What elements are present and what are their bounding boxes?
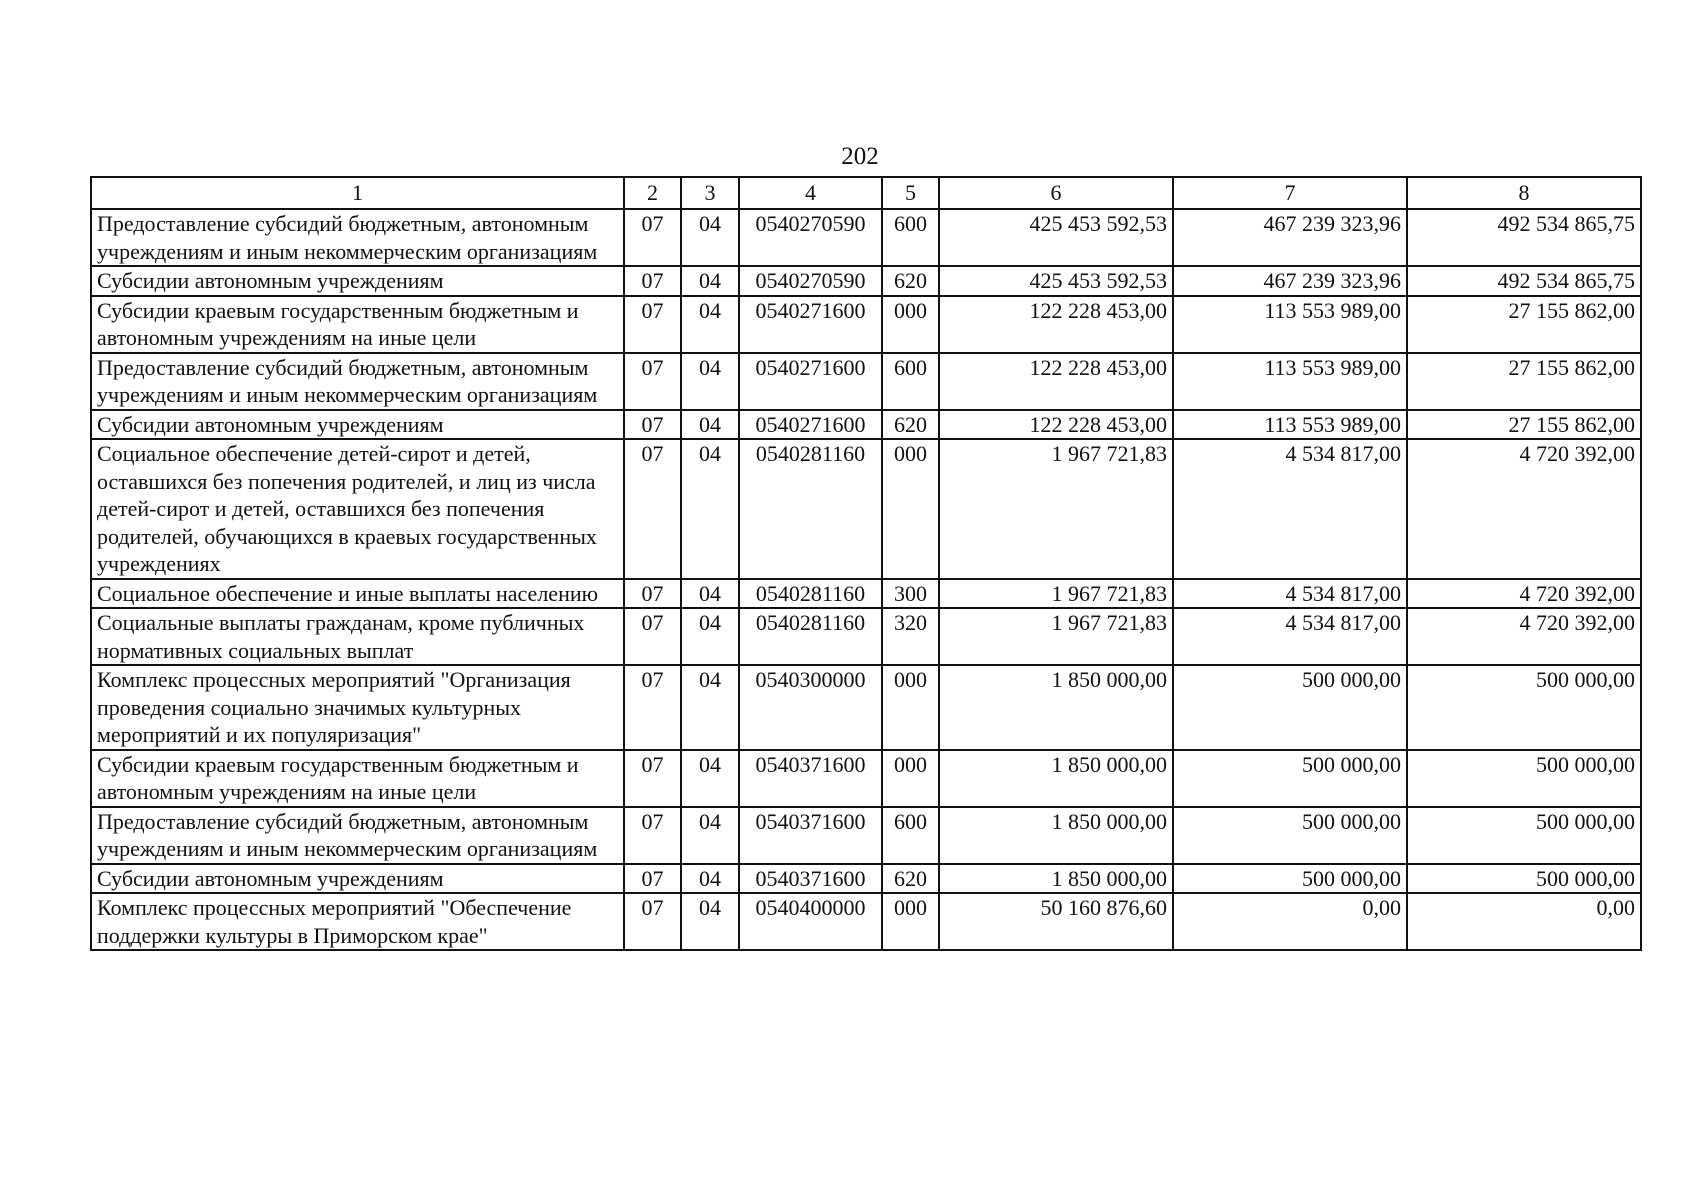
amount-col-6: 425 453 592,53 — [939, 266, 1173, 296]
expense-type-code: 000 — [882, 439, 939, 579]
section-code: 07 — [624, 893, 681, 950]
amount-col-6: 1 850 000,00 — [939, 750, 1173, 807]
target-article-code: 0540400000 — [739, 893, 882, 950]
header-col-8: 8 — [1407, 177, 1641, 209]
amount-col-6: 425 453 592,53 — [939, 209, 1173, 266]
table-row — [91, 353, 1641, 410]
target-article-code: 0540371600 — [739, 750, 882, 807]
table-header — [91, 177, 1641, 209]
section-code: 07 — [624, 209, 681, 266]
section-code: 07 — [624, 608, 681, 665]
table-row — [91, 296, 1641, 353]
row-name: Субсидии краевым государственным бюджетным и автономным учреждениям на иные цели — [91, 750, 624, 807]
subsection-code: 04 — [681, 209, 739, 266]
target-article-code: 0540281160 — [739, 579, 882, 609]
expense-type-code: 600 — [882, 209, 939, 266]
expense-type-code: 000 — [882, 750, 939, 807]
table-row — [91, 864, 1641, 894]
subsection-code: 04 — [681, 893, 739, 950]
row-name: Комплекс процессных мероприятий "Обеспечение поддержки культуры в Приморском крае" — [91, 893, 624, 950]
table-row — [91, 209, 1641, 266]
page-number: 202 — [841, 143, 879, 170]
subsection-code: 04 — [681, 750, 739, 807]
subsection-code: 04 — [681, 439, 739, 579]
budget-table — [90, 176, 1642, 951]
table-row — [91, 893, 1641, 950]
amount-col-7: 113 553 989,00 — [1173, 353, 1407, 410]
amount-col-7: 500 000,00 — [1173, 665, 1407, 750]
table-row — [91, 750, 1641, 807]
subsection-code: 04 — [681, 807, 739, 864]
row-name: Социальное обеспечение детей-сирот и детей, оставшихся без попечения родителей, и лиц из числа детей-сирот и детей, оставшихся без попечения родителей, обучающихся в краевых государственных учреждениях — [91, 439, 624, 579]
target-article-code: 0540271600 — [739, 410, 882, 440]
target-article-code: 0540271600 — [739, 353, 882, 410]
target-article-code: 0540300000 — [739, 665, 882, 750]
amount-col-8: 4 720 392,00 — [1407, 439, 1641, 579]
section-code: 07 — [624, 439, 681, 579]
subsection-code: 04 — [681, 864, 739, 894]
amount-col-7: 4 534 817,00 — [1173, 608, 1407, 665]
section-code: 07 — [624, 665, 681, 750]
section-code: 07 — [624, 579, 681, 609]
subsection-code: 04 — [681, 296, 739, 353]
target-article-code: 0540271600 — [739, 296, 882, 353]
amount-col-7: 113 553 989,00 — [1173, 296, 1407, 353]
amount-col-7: 467 239 323,96 — [1173, 266, 1407, 296]
section-code: 07 — [624, 864, 681, 894]
section-code: 07 — [624, 410, 681, 440]
amount-col-7: 500 000,00 — [1173, 864, 1407, 894]
amount-col-6: 1 967 721,83 — [939, 608, 1173, 665]
subsection-code: 04 — [681, 266, 739, 296]
subsection-code: 04 — [681, 579, 739, 609]
expense-type-code: 600 — [882, 807, 939, 864]
target-article-code: 0540281160 — [739, 608, 882, 665]
section-code: 07 — [624, 750, 681, 807]
amount-col-8: 27 155 862,00 — [1407, 410, 1641, 440]
header-col-5: 5 — [882, 177, 939, 209]
section-code: 07 — [624, 296, 681, 353]
target-article-code: 0540371600 — [739, 807, 882, 864]
amount-col-8: 4 720 392,00 — [1407, 608, 1641, 665]
amount-col-8: 500 000,00 — [1407, 750, 1641, 807]
row-name: Субсидии краевым государственным бюджетным и автономным учреждениям на иные цели — [91, 296, 624, 353]
table-row — [91, 807, 1641, 864]
section-code: 07 — [624, 353, 681, 410]
amount-col-6: 1 850 000,00 — [939, 807, 1173, 864]
subsection-code: 04 — [681, 608, 739, 665]
header-col-3: 3 — [681, 177, 739, 209]
amount-col-8: 27 155 862,00 — [1407, 296, 1641, 353]
amount-col-6: 1 850 000,00 — [939, 665, 1173, 750]
amount-col-8: 500 000,00 — [1407, 864, 1641, 894]
table-row — [91, 579, 1641, 609]
amount-col-7: 113 553 989,00 — [1173, 410, 1407, 440]
row-name: Субсидии автономным учреждениям — [91, 410, 624, 440]
expense-type-code: 320 — [882, 608, 939, 665]
amount-col-7: 467 239 323,96 — [1173, 209, 1407, 266]
table-row — [91, 439, 1641, 579]
header-col-7: 7 — [1173, 177, 1407, 209]
expense-type-code: 000 — [882, 893, 939, 950]
expense-type-code: 620 — [882, 266, 939, 296]
table-row — [91, 665, 1641, 750]
amount-col-7: 4 534 817,00 — [1173, 439, 1407, 579]
header-col-1: 1 — [91, 177, 624, 209]
amount-col-6: 1 967 721,83 — [939, 439, 1173, 579]
target-article-code: 0540270590 — [739, 266, 882, 296]
amount-col-8: 27 155 862,00 — [1407, 353, 1641, 410]
expense-type-code: 620 — [882, 864, 939, 894]
row-name: Предоставление субсидий бюджетным, автономным учреждениям и иным некоммерческим организациям — [91, 353, 624, 410]
row-name: Комплекс процессных мероприятий "Организация проведения социально значимых культурных мероприятий и их популяризация" — [91, 665, 624, 750]
row-name: Предоставление субсидий бюджетным, автономным учреждениям и иным некоммерческим организациям — [91, 807, 624, 864]
header-col-2: 2 — [624, 177, 681, 209]
row-name: Субсидии автономным учреждениям — [91, 266, 624, 296]
header-row — [91, 177, 1641, 209]
target-article-code: 0540371600 — [739, 864, 882, 894]
expense-type-code: 600 — [882, 353, 939, 410]
amount-col-8: 492 534 865,75 — [1407, 266, 1641, 296]
expense-type-code: 300 — [882, 579, 939, 609]
expense-type-code: 000 — [882, 296, 939, 353]
target-article-code: 0540281160 — [739, 439, 882, 579]
amount-col-8: 500 000,00 — [1407, 665, 1641, 750]
amount-col-7: 4 534 817,00 — [1173, 579, 1407, 609]
row-name: Предоставление субсидий бюджетным, автономным учреждениям и иным некоммерческим организациям — [91, 209, 624, 266]
amount-col-7: 500 000,00 — [1173, 750, 1407, 807]
amount-col-7: 0,00 — [1173, 893, 1407, 950]
amount-col-6: 122 228 453,00 — [939, 353, 1173, 410]
section-code: 07 — [624, 266, 681, 296]
amount-col-6: 1 850 000,00 — [939, 864, 1173, 894]
subsection-code: 04 — [681, 410, 739, 440]
header-col-4: 4 — [739, 177, 882, 209]
subsection-code: 04 — [681, 665, 739, 750]
table-row — [91, 608, 1641, 665]
row-name: Социальное обеспечение и иные выплаты населению — [91, 579, 624, 609]
amount-col-8: 0,00 — [1407, 893, 1641, 950]
table-row — [91, 266, 1641, 296]
amount-col-6: 50 160 876,60 — [939, 893, 1173, 950]
row-name: Субсидии автономным учреждениям — [91, 864, 624, 894]
amount-col-6: 122 228 453,00 — [939, 296, 1173, 353]
amount-col-6: 122 228 453,00 — [939, 410, 1173, 440]
amount-col-8: 492 534 865,75 — [1407, 209, 1641, 266]
row-name: Социальные выплаты гражданам, кроме публичных нормативных социальных выплат — [91, 608, 624, 665]
target-article-code: 0540270590 — [739, 209, 882, 266]
table-body — [91, 209, 1641, 950]
header-col-6: 6 — [939, 177, 1173, 209]
expense-type-code: 620 — [882, 410, 939, 440]
section-code: 07 — [624, 807, 681, 864]
subsection-code: 04 — [681, 353, 739, 410]
amount-col-7: 500 000,00 — [1173, 807, 1407, 864]
amount-col-8: 4 720 392,00 — [1407, 579, 1641, 609]
expense-type-code: 000 — [882, 665, 939, 750]
table-row — [91, 410, 1641, 440]
amount-col-8: 500 000,00 — [1407, 807, 1641, 864]
amount-col-6: 1 967 721,83 — [939, 579, 1173, 609]
